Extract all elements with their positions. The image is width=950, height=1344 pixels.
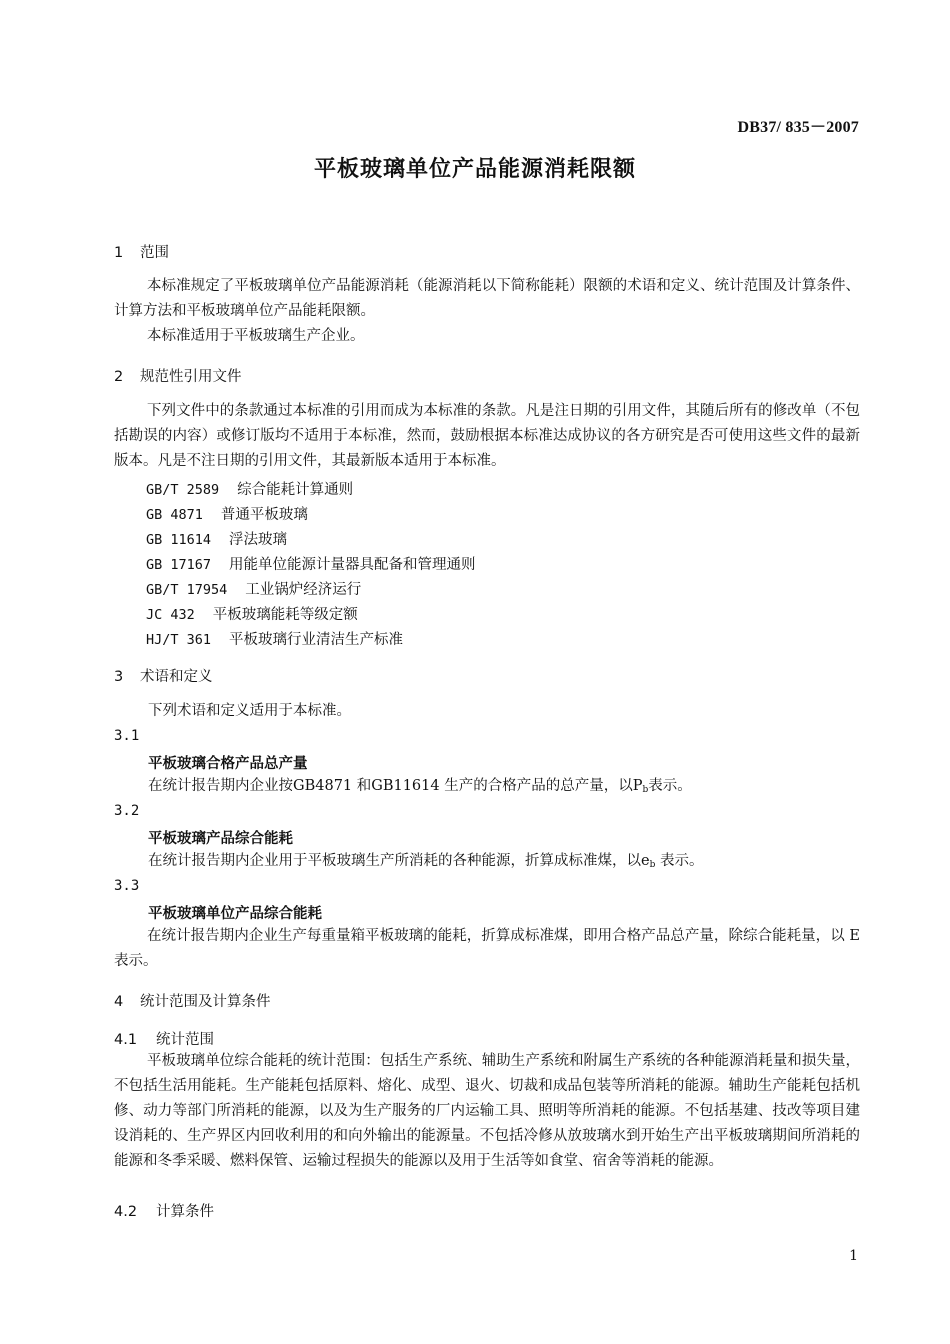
subsection-4-1-heading [114,1028,214,1049]
subsection-number: 4.1 [114,1032,138,1048]
subsection-title: 计算条件 [156,1204,214,1220]
section-3-intro: 下列术语和定义适用于本标准。 [148,703,351,719]
reference-item [146,553,476,574]
reference-code: JC 432 [146,607,195,623]
section-title: 术语和定义 [140,669,213,685]
definition-text-end: 表示。 [648,778,692,794]
reference-title: 普通平板玻璃 [220,507,308,523]
reference-title: 综合能耗计算通则 [237,482,354,498]
section-title: 规范性引用文件 [140,369,242,385]
clause-number: 3.1 [114,728,140,744]
subsection-4-1-paragraph: 平板玻璃单位综合能耗的统计范围：包括生产系统、辅助生产系统和附属生产系统的各种能源消耗量和损失量，不包括生活用能耗。生产能耗包括原料、熔化、成型、退火、切裁和成品包装等所消耗的能源。辅助生产能耗包括机修、动力等部门所消耗的能源，以及为生产服务的厂内运输工具、照明等所消耗的能源。不包括基建、技改等项目建设消耗的、生产界区内回收利用的和向外输出的能源量。不包括冷修从放玻璃水到开始生产出平板玻璃期间所消耗的能源和冬季采暖、燃料保管、运输过程损失的能源以及用于生活等如食堂、宿舍等消耗的能源。 [114,1053,860,1169]
section-4-heading [114,990,271,1011]
reference-item [146,628,403,649]
reference-code: GB 17167 [146,557,212,573]
definition-text: 在统计报告期内企业用于平板玻璃生产所消耗的各种能源，折算成标准煤，以e [148,853,650,869]
clause-number: 3.3 [114,878,140,894]
reference-title: 平板玻璃能耗等级定额 [212,607,358,623]
section-1-paragraph-1: 本标准规定了平板玻璃单位产品能源消耗（能源消耗以下简称能耗）限额的术语和定义、统计范围及计算条件、计算方法和平板玻璃单位产品能耗限额。 [114,278,860,319]
subsection-number: 4.2 [114,1204,138,1220]
section-2-intro: 下列文件中的条款通过本标准的引用而成为本标准的条款。凡是注日期的引用文件，其随后所有的修改单（不包括勘误的内容）或修订版均不适用于本标准，然而，鼓励根据本标准达成协议的各方研究是否可使用这些文件的最新版本。凡是不注日期的引用文件，其最新版本适用于本标准。 [114,403,860,469]
term-definition: 在统计报告期内企业生产每重量箱平板玻璃的能耗，折算成标准煤，即用合格产品总产量，除综合能耗量，以 E 表示。 [114,928,860,969]
subsection-title: 统计范围 [156,1032,214,1048]
definition-subscript: b [642,785,649,795]
reference-code: GB 4871 [146,507,203,523]
term-heading: 平板玻璃单位产品综合能耗 [148,906,322,922]
section-2-heading [114,365,242,386]
reference-item [146,528,287,549]
standard-code: DB37/ 835－2007 [737,119,859,136]
clause-number: 3.2 [114,803,140,819]
reference-code: HJ/T 361 [146,632,212,648]
section-1-heading [114,241,169,262]
reference-title: 平板玻璃行业清洁生产标准 [229,632,404,648]
section-number: 3 [114,669,124,685]
reference-item [146,603,358,624]
reference-item [146,503,308,524]
reference-code: GB 11614 [146,532,212,548]
section-3-heading [114,665,213,686]
section-number: 1 [114,245,124,261]
reference-title: 用能单位能源计量器具配备和管理通则 [229,557,476,573]
reference-code: GB/T 17954 [146,582,228,598]
term-heading: 平板玻璃合格产品总产量 [148,756,308,772]
reference-item [146,478,353,499]
reference-title: 工业锅炉经济运行 [245,582,362,598]
page-number: 1 [849,1248,858,1264]
term-heading: 平板玻璃产品综合能耗 [148,831,293,847]
section-title: 统计范围及计算条件 [140,994,271,1010]
term-definition [148,774,692,803]
section-title: 范围 [140,245,169,261]
reference-item [146,578,361,599]
reference-title: 浮法玻璃 [229,532,288,548]
section-number: 4 [114,994,124,1010]
definition-text: 在统计报告期内企业按GB4871 和GB11614 生产的合格产品的总产量，以P [148,778,643,794]
subsection-4-2-heading [114,1200,214,1221]
definition-text-end: 表示。 [655,853,704,869]
section-1-paragraph-2: 本标准适用于平板玻璃生产企业。 [147,328,365,344]
term-definition [148,849,703,878]
definition-subscript: b [649,860,656,870]
document-title: 平板玻璃单位产品能源消耗限额 [313,157,636,182]
reference-code: GB/T 2589 [146,482,220,498]
section-number: 2 [114,369,124,385]
